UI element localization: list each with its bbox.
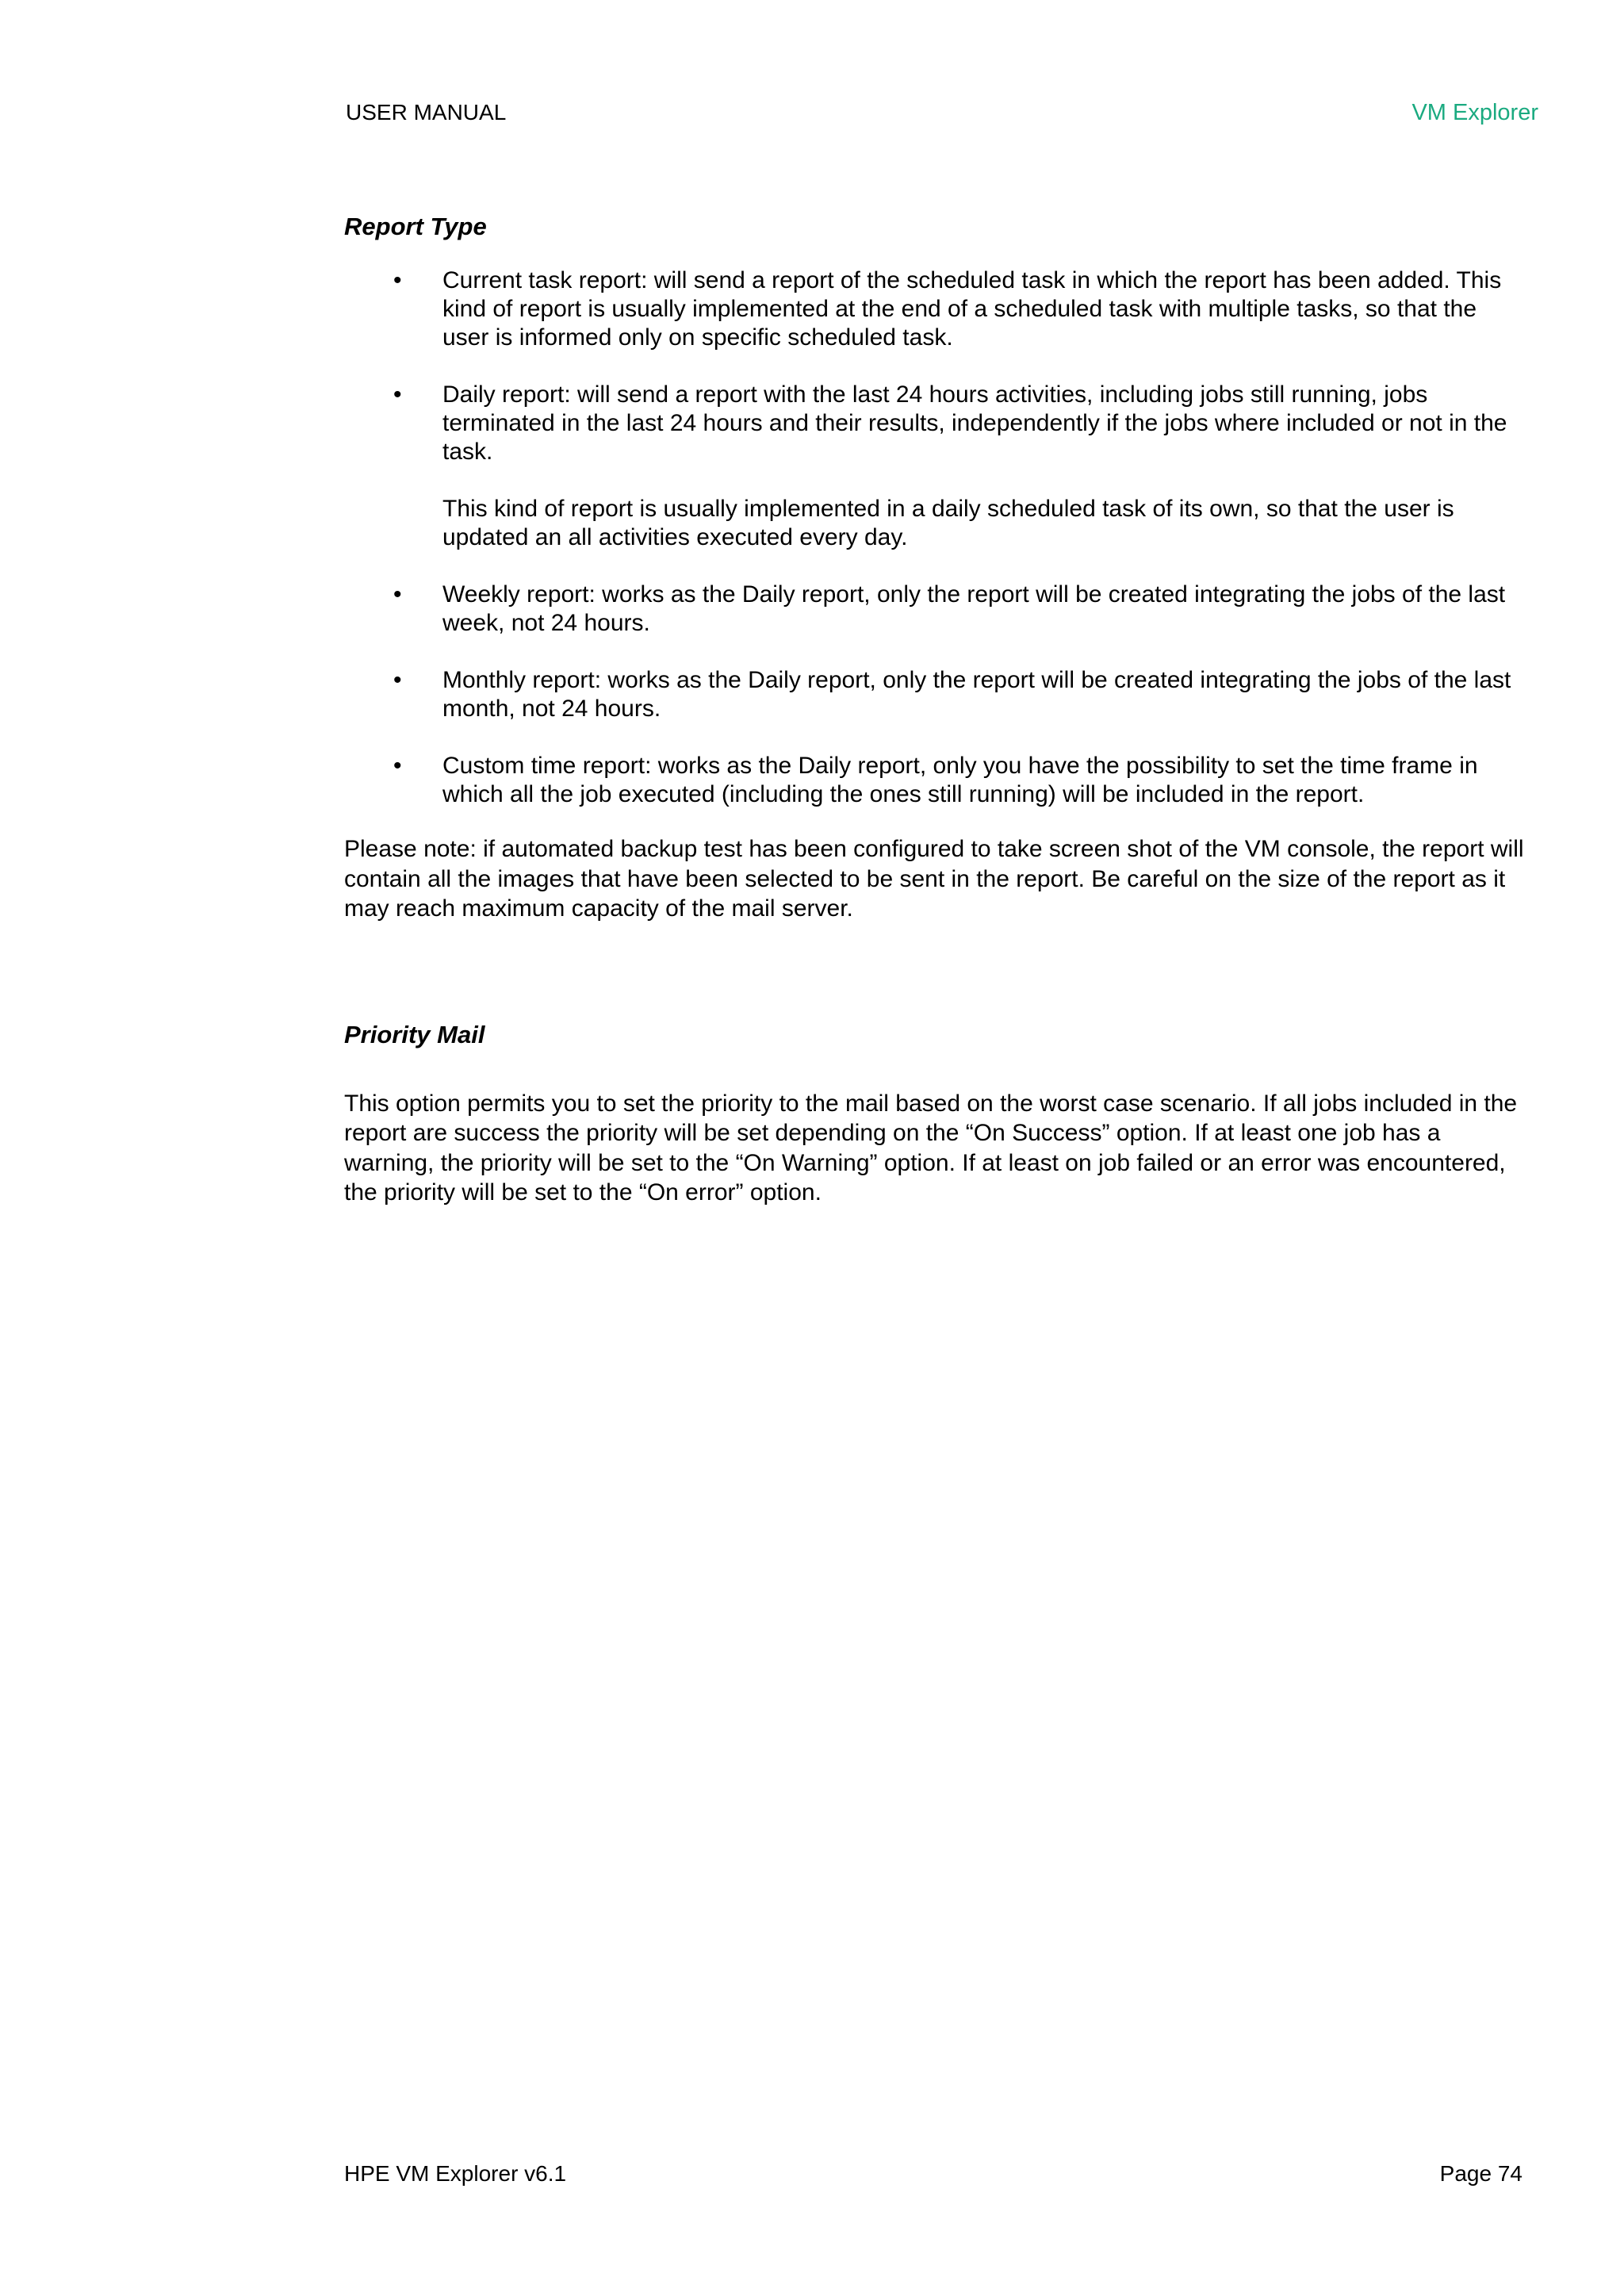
- header-product-name: VM Explorer: [1411, 100, 1538, 125]
- footer-version: HPE VM Explorer v6.1: [344, 2161, 567, 2186]
- bullet-icon: •: [393, 581, 402, 608]
- bullet-icon: •: [393, 753, 402, 779]
- page-content: [344, 211, 1526, 1208]
- report-type-list: [344, 266, 1526, 809]
- list-item-monthly: [344, 666, 1526, 723]
- list-item-weekly: [344, 581, 1526, 638]
- list-item-current-task: [344, 266, 1526, 352]
- list-item-text: Monthly report: works as the Daily report, only the report will be created integrating the jobs of the last month, not 24 hours.: [442, 667, 1511, 722]
- list-item-text: Custom time report: works as the Daily report, only you have the possibility to set the time frame in which all the job executed (including the ones still running) will be included in the report.: [442, 753, 1478, 807]
- list-item-custom-time: [344, 752, 1526, 809]
- priority-mail-heading: Priority Mail: [344, 1020, 485, 1048]
- priority-mail-body: This option permits you to set the priority to the mail based on the worst case scenario. If all jobs included in the report are success the priority will be set depending on the “On Success” option. If at least one job has a warning, the priority will be set to the “On Warning” option. If at least on job failed or an error was encountered, the priority will be set to the “On error” option.: [344, 1090, 1518, 1205]
- list-item-daily: [344, 381, 1526, 552]
- report-type-heading: Report Type: [344, 213, 487, 240]
- list-item-text: Current task report: will send a report of the scheduled task in which the report has been added. This kind of report is usually implemented at the end of a scheduled task with multiple tasks, so that the user is informed only on specific scheduled task.: [442, 267, 1502, 351]
- bullet-icon: •: [393, 267, 402, 293]
- list-item-text: Weekly report: works as the Daily report, only the report will be created integrating the jobs of the last week, not 24 hours.: [442, 581, 1506, 636]
- bullet-icon: •: [393, 667, 402, 693]
- page-number: Page 74: [1439, 2161, 1522, 2186]
- list-item-text: Daily report: will send a report with the last 24 hours activities, including jobs still running, jobs terminated in the last 24 hours and their results, independently if the jobs where included or not in the task.: [442, 381, 1507, 465]
- list-item-text-continued: This kind of report is usually implemented in a daily scheduled task of its own, so that the user is updated an all activities executed every day.: [442, 496, 1454, 550]
- bullet-icon: •: [393, 381, 402, 408]
- header-manual-label: USER MANUAL: [346, 100, 507, 125]
- screenshot-note: Please note: if automated backup test has been configured to take screen shot of the VM console, the report will contain all the images that have been selected to be sent in the report. Be careful on the size of the report as it may reach maximum capacity of the mail server.: [344, 836, 1524, 922]
